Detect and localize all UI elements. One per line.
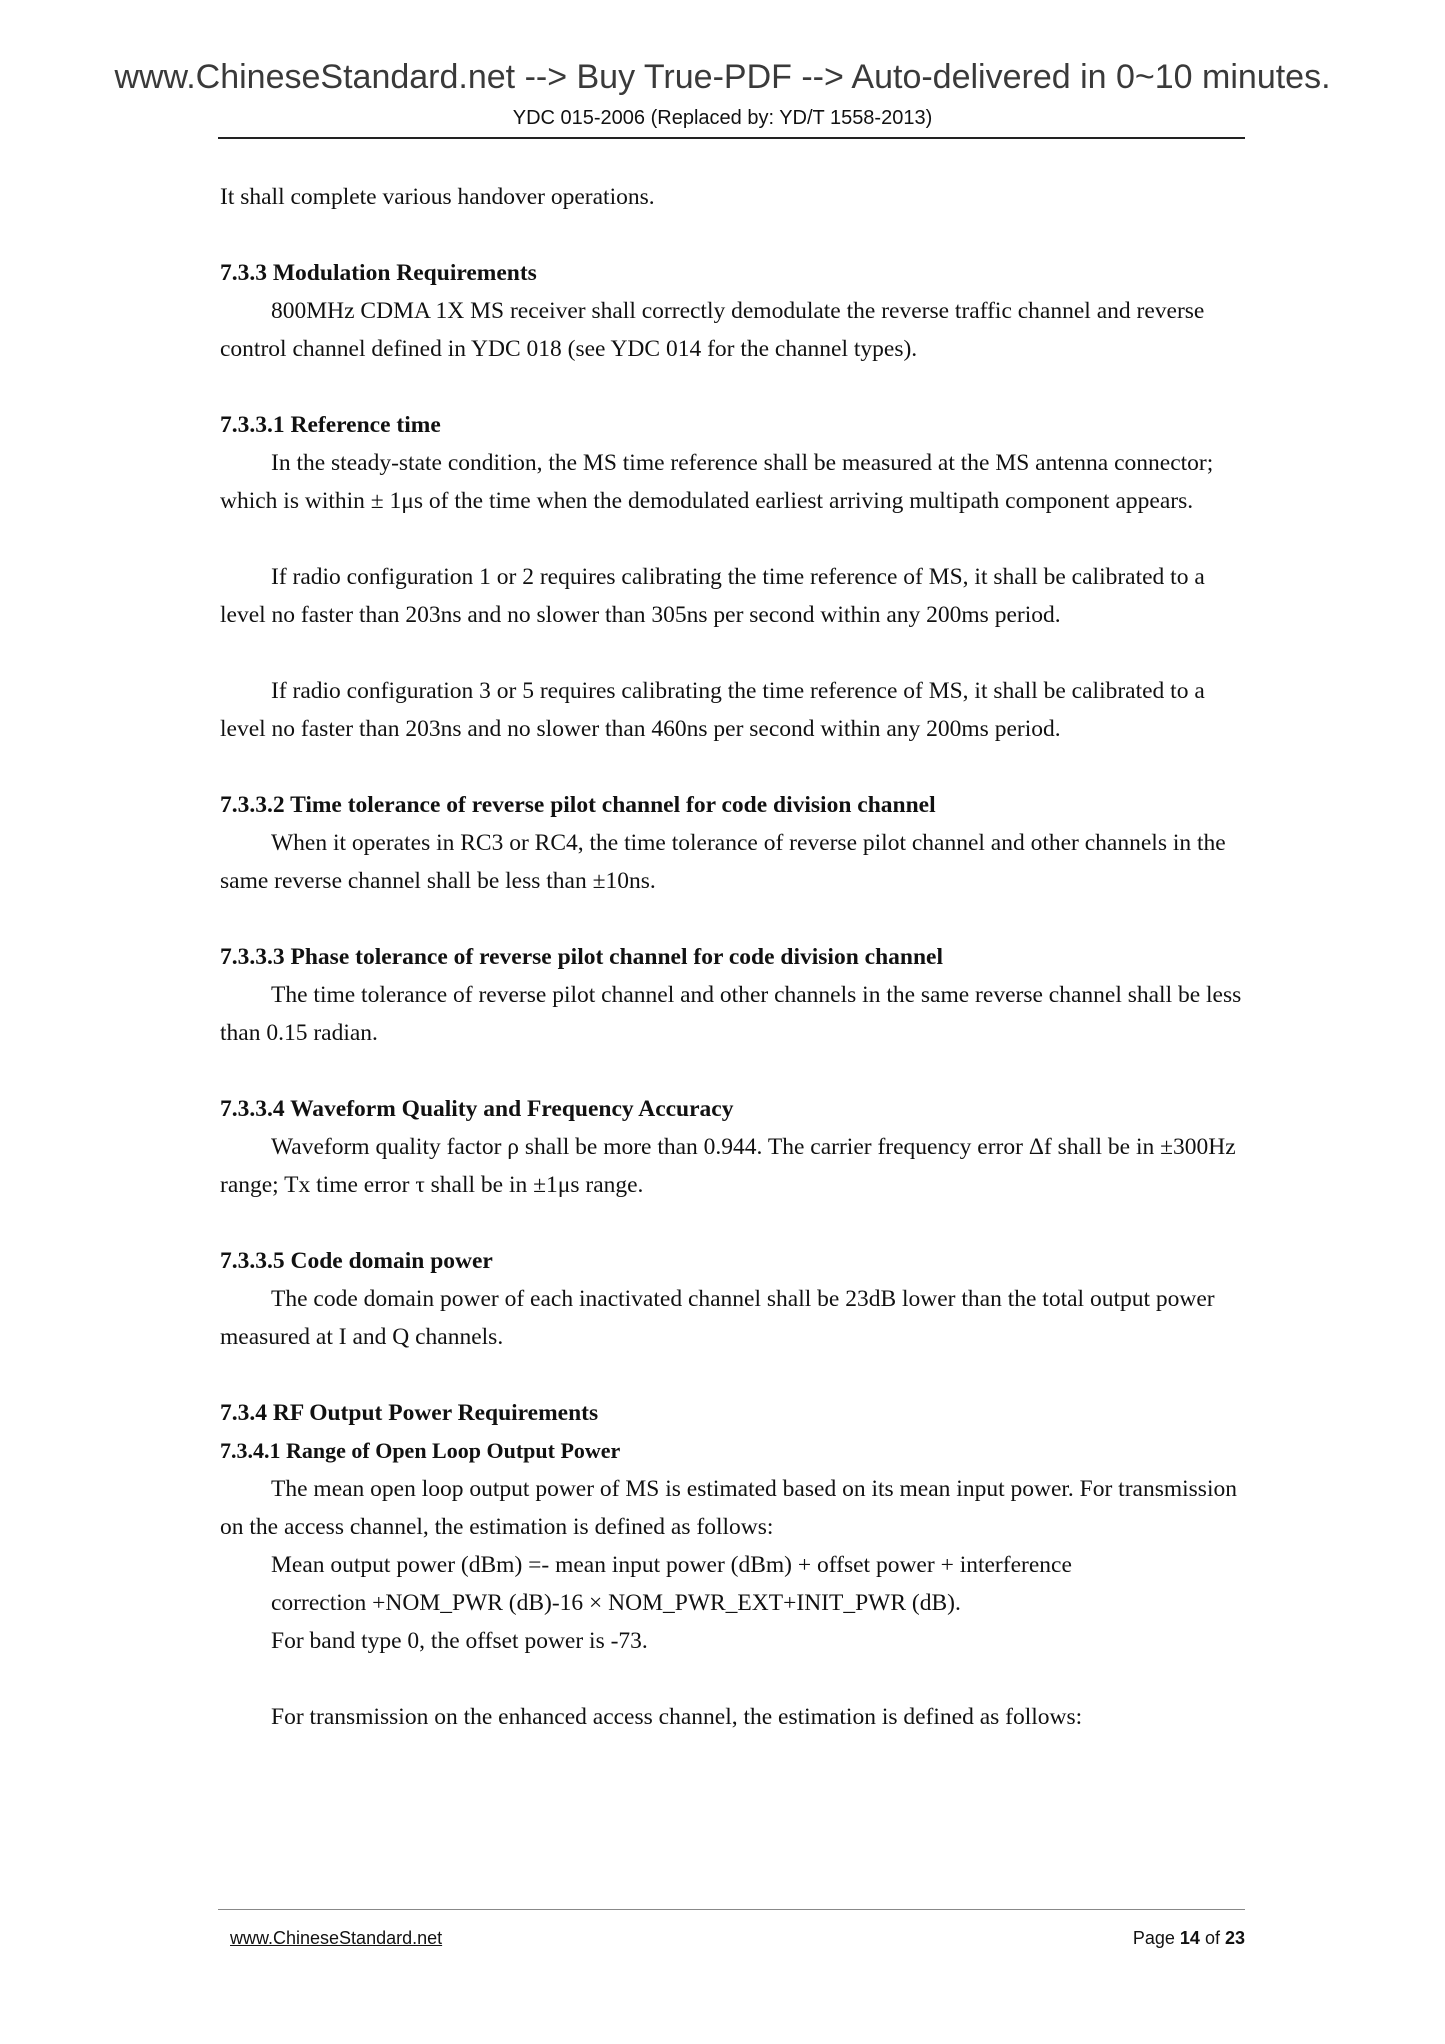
intro-paragraph: It shall complete various handover operations. [220,184,655,210]
section-7-3-4-heading: 7.3.4 RF Output Power Requirements [220,1400,599,1426]
section-7-3-3-2-text: When it operates in RC3 or RC4, the time tolerance of reverse pilot channel and other channels in the same reverse channel shall be less than ±10ns. [220,830,1226,894]
section-7-3-3-1-paragraph-3: If radio configuration 3 or 5 requires calibrating the time reference of MS, it shall be calibrated to a level no faster than 203ns and no slower than 460ns per second within any 200ms period. [220,678,1205,742]
footer-website-link[interactable]: www.ChineseStandard.net [230,1928,443,1948]
section-7-3-3-2-heading: 7.3.3.2 Time tolerance of reverse pilot channel for code division channel [220,792,936,818]
section-7-3-4-1-paragraph-1: The mean open loop output power of MS is estimated based on its mean input power. For transmission on the access channel, the estimation is defined as follows: [220,1476,1237,1540]
section-7-3-4-1-paragraph-2: For transmission on the enhanced access channel, the estimation is defined as follows: [271,1704,1083,1730]
document-body [220,178,1250,1736]
section-7-3-3-4-heading: 7.3.3.4 Waveform Quality and Frequency Accuracy [220,1096,734,1122]
promo-banner: www.ChineseStandard.net --> Buy True-PDF --> Auto-delivered in 0~10 minutes. [114,58,1331,96]
page-current: 14 [1179,1928,1200,1948]
section-7-3-3-heading: 7.3.3 Modulation Requirements [220,260,537,286]
band-type-note: For band type 0, the offset power is -73. [271,1628,648,1654]
section-7-3-3-3-text: The time tolerance of reverse pilot channel and other channels in the same reverse channel shall be less than 0.15 radian. [220,982,1242,1046]
page-of: of [1199,1928,1225,1948]
section-7-3-3-4-text: Waveform quality factor ρ shall be more than 0.944. The carrier frequency error Δf shall be in ±300Hz range; Tx time error τ shall be in ±1μs range. [220,1134,1236,1198]
section-7-3-3-5-text: The code domain power of each inactivated channel shall be 23dB lower than the total output power measured at I and Q channels. [220,1286,1215,1350]
page-number [1133,1928,1245,1949]
formula-line-1: Mean output power (dBm) =- mean input power (dBm) + offset power + interference [271,1552,1072,1578]
formula-line-2: correction +NOM_PWR (dB)-16 × NOM_PWR_EXT+INIT_PWR (dB). [271,1590,961,1616]
page-total: 23 [1224,1928,1245,1948]
footer-divider [218,1909,1245,1910]
page-prefix: Page [1132,1928,1180,1948]
section-7-3-3-5-heading: 7.3.3.5 Code domain power [220,1248,493,1274]
standard-number: YDC 015-2006 (Replaced by: YD/T 1558-2013) [512,107,933,129]
section-7-3-4-1-heading: 7.3.4.1 Range of Open Loop Output Power [220,1438,621,1463]
section-7-3-3-1-heading: 7.3.3.1 Reference time [220,412,441,438]
section-7-3-3-3-heading: 7.3.3.3 Phase tolerance of reverse pilot channel for code division channel [220,944,944,970]
section-7-3-3-1-paragraph-1: In the steady-state condition, the MS time reference shall be measured at the MS antenna connector; which is within ± 1μs of the time when the demodulated earliest arriving multipath component appears. [220,450,1214,514]
section-7-3-3-text: 800MHz CDMA 1X MS receiver shall correctly demodulate the reverse traffic channel and reverse control channel defined in YDC 018 (see YDC 014 for the channel types). [220,298,1205,362]
header-divider [218,137,1245,139]
section-7-3-3-1-paragraph-2: If radio configuration 1 or 2 requires calibrating the time reference of MS, it shall be calibrated to a level no faster than 203ns and no slower than 305ns per second within any 200ms period. [220,564,1205,628]
